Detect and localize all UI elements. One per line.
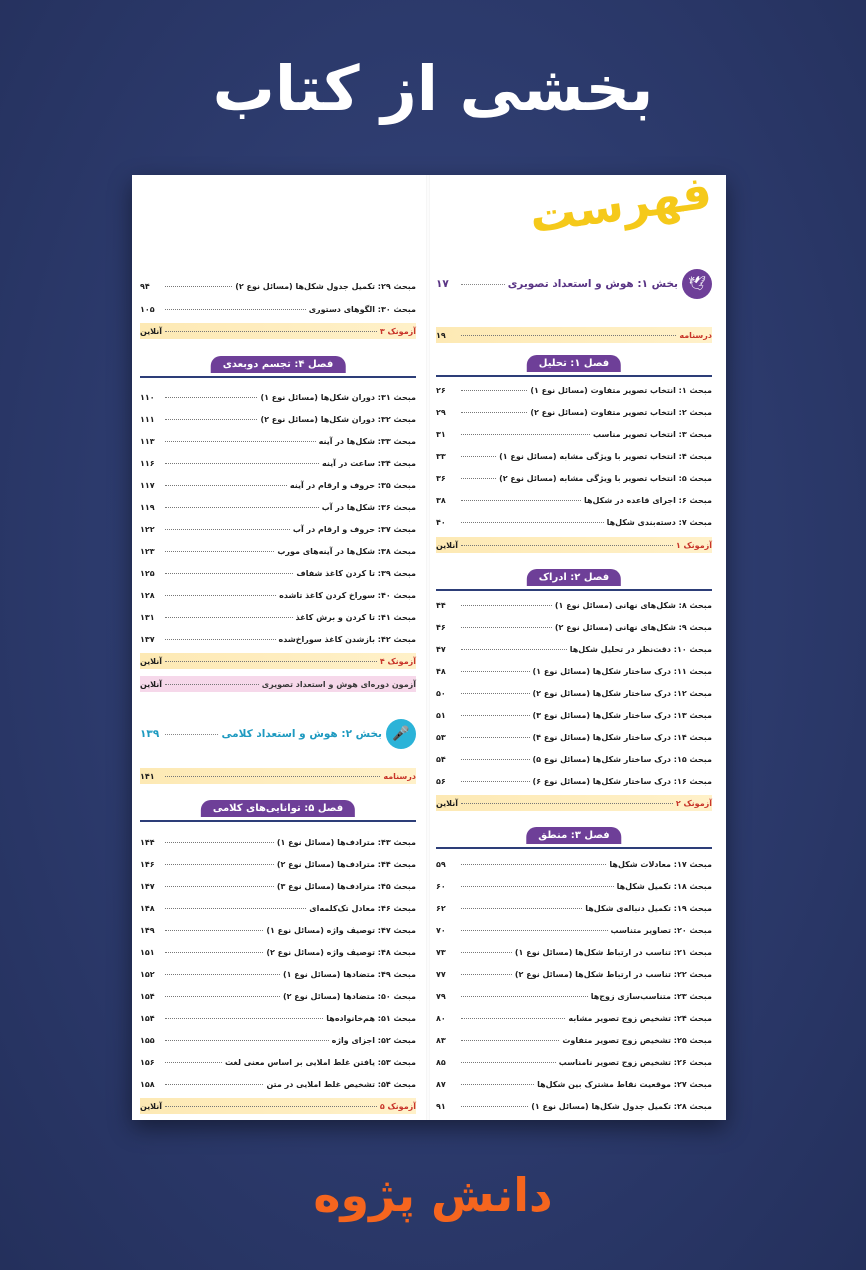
dot-leader: [165, 595, 276, 596]
entry-title: مبحث ۳۸: شکل‌ها در آینه‌های مورب: [277, 546, 416, 556]
toc-entry[interactable]: [436, 751, 712, 767]
dot-leader: [165, 331, 377, 332]
entry-page: ۴۸: [436, 666, 446, 676]
entry-page: ۳۳: [436, 451, 446, 461]
dot-leader: [461, 930, 608, 931]
entry-page: ۷۷: [436, 969, 446, 979]
toc-entry[interactable]: [140, 856, 416, 872]
entry-title: مبحث ۲۶: تشخیص زوج تصویر نامناسب: [558, 1057, 712, 1067]
toc-entry[interactable]: [140, 433, 416, 449]
toc-entry[interactable]: [140, 1054, 416, 1070]
toc-entry[interactable]: [436, 1032, 712, 1048]
dot-leader: [461, 715, 530, 716]
entry-page: ۱۵۴: [140, 991, 155, 1001]
entry-page: ۱۵۴: [140, 1013, 155, 1023]
entry-title: مبحث ۳۶: شکل‌ها در آب: [321, 502, 416, 512]
entry-page: ۱۲۳: [140, 546, 155, 556]
entry-page: ۱۲۲: [140, 524, 155, 534]
entry-title: مبحث ۳۴: ساعت در آینه: [322, 458, 416, 468]
dot-leader: [165, 617, 293, 618]
toc-entry[interactable]: [140, 988, 416, 1004]
toc-entry[interactable]: [140, 900, 416, 916]
entry-page: آنلاین: [139, 1101, 162, 1111]
entry-title: مبحث ۷: دسته‌بندی شکل‌ها: [606, 517, 712, 527]
section-page: ۱۳۹: [140, 728, 160, 740]
entry-title: آزمونک ۳: [379, 326, 416, 336]
entry-page: ۶۰: [436, 881, 446, 891]
dot-leader: [461, 335, 676, 336]
entry-title: مبحث ۴۶: معادل تک‌کلمه‌ای: [309, 903, 416, 913]
dot-leader: [461, 996, 588, 997]
dot-leader: [165, 551, 274, 552]
entry-page: ۱۵۸: [140, 1079, 155, 1089]
toc-entry[interactable]: [140, 922, 416, 938]
entry-page: ۸۰: [436, 1013, 446, 1023]
toc-entry[interactable]: [140, 587, 416, 603]
chapter-rule: [436, 375, 712, 377]
entry-page: ۱۴۶: [140, 859, 155, 869]
section-header[interactable]: [436, 270, 712, 298]
toc-entry[interactable]: [436, 1054, 712, 1070]
dot-leader: [165, 1040, 329, 1041]
toc-entry[interactable]: [436, 944, 712, 960]
entry-title: مبحث ۴۳: مترادف‌ها (مسائل نوع ۱): [276, 837, 416, 847]
entry-page: ۱۱۹: [140, 502, 155, 512]
entry-title: مبحث ۲۵: تشخیص زوج تصویر متفاوت: [562, 1035, 712, 1045]
entry-title: مبحث ۱۸: تکمیل شکل‌ها: [616, 881, 712, 891]
entry-page: ۱۵۶: [140, 1057, 155, 1067]
toc-entry[interactable]: [140, 411, 416, 427]
toc-entry[interactable]: [140, 278, 416, 294]
dot-leader: [165, 639, 276, 640]
chapter-title: فصل ۳: منطق: [526, 827, 621, 844]
entry-title: مبحث ۴۷: توصیف واژه (مسائل نوع ۱): [266, 925, 416, 935]
entry-page: ۹۴: [140, 281, 150, 291]
dot-leader: [165, 485, 287, 486]
dot-leader: [165, 776, 380, 777]
dot-leader: [165, 1062, 222, 1063]
dot-leader: [165, 661, 377, 662]
toc-entry[interactable]: [436, 404, 712, 420]
entry-title: آزمونک ۱: [675, 540, 712, 550]
chapter-header: [436, 355, 712, 377]
toc-entry[interactable]: [436, 663, 712, 679]
entry-page: ۱۲۵: [140, 568, 155, 578]
entry-page: ۸۷: [436, 1079, 446, 1089]
toc-entry[interactable]: [436, 878, 712, 894]
entry-title: آزمونک ۵: [379, 1101, 416, 1111]
toc-entry[interactable]: [140, 455, 416, 471]
entry-page: ۱۰۵: [140, 304, 155, 314]
dot-leader: [165, 1018, 323, 1019]
entry-title: مبحث ۴: انتخاب تصویر با ویژگی مشابه (مسائل نوع ۱): [499, 451, 712, 461]
toc-entry[interactable]: [140, 477, 416, 493]
dot-leader: [165, 397, 257, 398]
dot-leader: [165, 996, 280, 997]
entry-title: مبحث ۳۷: حروف و ارقام در آب: [292, 524, 416, 534]
entry-title: مبحث ۱۴: درک ساختار شکل‌ها (مسائل نوع ۴): [532, 732, 712, 742]
entry-page: ۸۵: [436, 1057, 446, 1067]
section-title: بخش ۱: هوش و استعداد تصویری: [507, 278, 678, 290]
dot-leader: [461, 693, 530, 694]
highlight-row[interactable]: [436, 537, 712, 553]
toc-entry[interactable]: [140, 609, 416, 625]
toc-entry[interactable]: [140, 389, 416, 405]
dot-leader: [165, 842, 274, 843]
entry-page: آنلاین: [139, 656, 162, 666]
entry-title: مبحث ۳۳: شکل‌ها در آینه: [318, 436, 416, 446]
dot-leader: [165, 286, 232, 287]
entry-page: ۱۵۵: [140, 1035, 155, 1045]
entry-title: مبحث ۱۱: درک ساختار شکل‌ها (مسائل نوع ۱): [532, 666, 712, 676]
entry-title: مبحث ۱۲: درک ساختار شکل‌ها (مسائل نوع ۲): [532, 688, 712, 698]
entry-page: ۱۵۱: [140, 947, 155, 957]
dot-leader: [165, 529, 290, 530]
page-title: بخشی از کتاب: [212, 52, 654, 125]
dot-leader: [165, 309, 306, 310]
entry-page: ۹۱: [436, 1101, 446, 1111]
entry-page: ۱۴۹: [140, 925, 155, 935]
entry-title: مبحث ۶: اجرای قاعده در شکل‌ها: [583, 495, 712, 505]
toc-entry[interactable]: [140, 499, 416, 515]
entry-title: مبحث ۳۱: دوران شکل‌ها (مسائل نوع ۱): [260, 392, 416, 402]
dot-leader: [165, 886, 274, 887]
dot-leader: [461, 974, 512, 975]
toc-entry[interactable]: [436, 773, 712, 789]
toc-entry[interactable]: [436, 426, 712, 442]
dot-leader: [461, 1040, 559, 1041]
toc-entry[interactable]: [436, 988, 712, 1004]
entry-page: آنلاین: [139, 326, 162, 336]
entry-title: مبحث ۴۵: مترادف‌ها (مسائل نوع ۳): [276, 881, 416, 891]
entry-page: ۱۴۸: [140, 903, 155, 913]
entry-title: مبحث ۲۹: تکمیل جدول شکل‌ها (مسائل نوع ۲): [235, 281, 416, 291]
toc-entry[interactable]: [140, 834, 416, 850]
toc-entry[interactable]: [436, 448, 712, 464]
entry-page: ۲۶: [436, 385, 446, 395]
chapter-header: [140, 356, 416, 378]
dot-leader: [461, 627, 552, 628]
dot-leader: [461, 886, 614, 887]
dot-leader: [461, 545, 673, 546]
entry-title: مبحث ۳۵: حروف و ارقام در آینه: [289, 480, 416, 490]
toc-entry[interactable]: [140, 1010, 416, 1026]
entry-title: مبحث ۲: انتخاب تصویر متفاوت (مسائل نوع ۲): [530, 407, 712, 417]
dot-leader: [461, 412, 527, 413]
bird-icon: 🕊: [682, 269, 712, 299]
entry-title: مبحث ۵۴: تشخیص غلط املایی در متن: [266, 1079, 416, 1089]
entry-page: ۳۶: [436, 473, 446, 483]
toc-entry[interactable]: [436, 470, 712, 486]
dot-leader: [461, 434, 590, 435]
chapter-rule: [436, 847, 712, 849]
entry-page: ۴۶: [436, 622, 446, 632]
entry-page: ۶۲: [436, 903, 446, 913]
contents-heading: فهرست: [526, 164, 715, 244]
dot-leader: [165, 908, 306, 909]
entry-page: ۱۱۱: [140, 414, 155, 424]
entry-page: ۱۱۰: [140, 392, 155, 402]
entry-page: آنلاین: [139, 679, 162, 689]
entry-title: مبحث ۲۴: تشخیص زوج تصویر مشابه: [568, 1013, 712, 1023]
dot-leader: [461, 605, 552, 606]
dot-leader: [461, 500, 581, 501]
entry-page: ۵۶: [436, 776, 446, 786]
dot-leader: [461, 781, 530, 782]
dot-leader: [165, 441, 316, 442]
toc-entry[interactable]: [436, 641, 712, 657]
table-of-contents-page: [132, 164, 726, 1120]
entry-title: آزمونک ۴: [379, 656, 416, 666]
entry-title: مبحث ۵۲: اجزای واژه: [331, 1035, 416, 1045]
entry-title: مبحث ۱۰: دقت‌نظر در تحلیل شکل‌ها: [569, 644, 712, 654]
toc-entry[interactable]: [436, 707, 712, 723]
chapter-title: فصل ۴: تجسم دوبعدی: [211, 356, 346, 373]
highlight-row[interactable]: [140, 653, 416, 669]
entry-page: آنلاین: [435, 540, 458, 550]
entry-title: مبحث ۱۹: تکمیل دنباله‌ی شکل‌ها: [585, 903, 712, 913]
dot-leader: [461, 390, 527, 391]
entry-page: ۱۴۱: [140, 771, 155, 781]
entry-title: مبحث ۱۳: درک ساختار شکل‌ها (مسائل نوع ۳): [532, 710, 712, 720]
dot-leader: [461, 649, 567, 650]
entry-page: ۸۳: [436, 1035, 446, 1045]
dot-leader: [165, 864, 274, 865]
entry-page: ۱۴۴: [140, 837, 155, 847]
chapter-title: فصل ۱: تحلیل: [527, 355, 621, 372]
entry-title: مبحث ۱: انتخاب تصویر متفاوت (مسائل نوع ۱): [530, 385, 712, 395]
entry-title: مبحث ۲۳: متناسب‌سازی زوج‌ها: [590, 991, 712, 1001]
entry-page: ۱۳۱: [140, 612, 155, 622]
chapter-header: [436, 569, 712, 591]
toc-entry[interactable]: [436, 597, 712, 613]
dot-leader: [461, 284, 505, 285]
toc-entry[interactable]: [436, 514, 712, 530]
entry-page: ۵۳: [436, 732, 446, 742]
entry-title: مبحث ۳۹: تا کردن کاغذ شفاف: [296, 568, 416, 578]
chapter-header: [140, 800, 416, 822]
toc-entry[interactable]: [436, 729, 712, 745]
entry-page: ۴۰: [436, 517, 446, 527]
dot-leader: [165, 1106, 377, 1107]
dot-leader: [461, 864, 606, 865]
dot-leader: [165, 974, 280, 975]
chapter-rule: [140, 820, 416, 822]
highlight-row[interactable]: [140, 323, 416, 339]
entry-page: ۲۹: [436, 407, 446, 417]
highlight-row[interactable]: [436, 327, 712, 343]
entry-page: ۷۹: [436, 991, 446, 1001]
entry-title: مبحث ۵۰: متضادها (مسائل نوع ۲): [282, 991, 416, 1001]
toc-entry[interactable]: [140, 1032, 416, 1048]
toc-entry[interactable]: [436, 856, 712, 872]
entry-page: ۱۹: [436, 330, 446, 340]
entry-title: مبحث ۳۰: الگوهای دستوری: [308, 304, 416, 314]
entry-title: مبحث ۲۷: موقعیت نقاط مشترک بین شکل‌ها: [537, 1079, 712, 1089]
microphone-icon: 🎤: [386, 719, 416, 749]
dot-leader: [165, 1084, 263, 1085]
entry-title: مبحث ۳: انتخاب تصویر مناسب: [593, 429, 712, 439]
toc-entry[interactable]: [140, 301, 416, 317]
dot-leader: [461, 803, 673, 804]
entry-page: ۵۱: [436, 710, 446, 720]
entry-page: ۵۰: [436, 688, 446, 698]
toc-entry[interactable]: [436, 1010, 712, 1026]
toc-entry[interactable]: [436, 1098, 712, 1114]
entry-title: مبحث ۵: انتخاب تصویر با ویژگی مشابه (مسائل نوع ۲): [499, 473, 712, 483]
section-title: بخش ۲: هوش و استعداد کلامی: [221, 728, 382, 740]
entry-title: مبحث ۱۶: درک ساختار شکل‌ها (مسائل نوع ۶): [532, 776, 712, 786]
dot-leader: [461, 952, 512, 953]
entry-page: ۱۲۸: [140, 590, 155, 600]
entry-title: مبحث ۲۸: تکمیل جدول شکل‌ها (مسائل نوع ۱): [531, 1101, 712, 1111]
toc-entry[interactable]: [140, 1076, 416, 1092]
toc-entry[interactable]: [140, 543, 416, 559]
dot-leader: [461, 456, 496, 457]
dot-leader: [461, 737, 530, 738]
dot-leader: [165, 952, 263, 953]
entry-title: آزمونک ۲: [675, 798, 712, 808]
entry-page: آنلاین: [435, 798, 458, 808]
dot-leader: [165, 734, 218, 735]
entry-page: ۱۴۷: [140, 881, 155, 891]
dot-leader: [461, 759, 530, 760]
dot-leader: [461, 1062, 556, 1063]
entry-title: مبحث ۴۱: تا کردن و برش کاغذ: [295, 612, 416, 622]
dot-leader: [461, 478, 496, 479]
toc-entry[interactable]: [436, 619, 712, 635]
entry-page: ۴۷: [436, 644, 446, 654]
section-page: ۱۷: [436, 278, 449, 290]
entry-title: درسنامه: [679, 330, 712, 340]
brand-logo: دانش پژوه: [313, 1168, 553, 1222]
dot-leader: [461, 1084, 534, 1085]
entry-title: مبحث ۱۵: درک ساختار شکل‌ها (مسائل نوع ۵): [532, 754, 712, 764]
entry-title: مبحث ۲۰: تصاویر متناسب: [610, 925, 712, 935]
entry-page: ۳۸: [436, 495, 446, 505]
toc-entry[interactable]: [140, 878, 416, 894]
highlight-row[interactable]: [436, 795, 712, 811]
entry-page: ۵۴: [436, 754, 446, 764]
chapter-header: [436, 827, 712, 849]
entry-title: مبحث ۲۱: تناسب در ارتباط شکل‌ها (مسائل نوع ۱): [514, 947, 712, 957]
toc-entry[interactable]: [140, 631, 416, 647]
toc-entry[interactable]: [436, 900, 712, 916]
dot-leader: [165, 419, 257, 420]
entry-page: ۵۹: [436, 859, 446, 869]
entry-page: ۱۱۳: [140, 436, 155, 446]
dot-leader: [165, 930, 263, 931]
entry-title: مبحث ۵۳: یافتن غلط املایی بر اساس معنی لغت: [224, 1057, 416, 1067]
entry-page: ۱۱۷: [140, 480, 155, 490]
entry-title: مبحث ۴۴: مترادف‌ها (مسائل نوع ۲): [276, 859, 416, 869]
entry-page: ۱۳۷: [140, 634, 155, 644]
entry-page: ۳۱: [436, 429, 446, 439]
entry-title: مبحث ۲۲: تناسب در ارتباط شکل‌ها (مسائل نوع ۲): [514, 969, 712, 979]
dot-leader: [165, 507, 319, 508]
toc-entry[interactable]: [436, 382, 712, 398]
dot-leader: [461, 522, 604, 523]
entry-title: مبحث ۹: شکل‌های نهانی (مسائل نوع ۲): [554, 622, 712, 632]
entry-title: درسنامه: [383, 771, 416, 781]
toc-entry[interactable]: [436, 492, 712, 508]
entry-title: مبحث ۴۲: بازشدن کاغذ سوراخ‌شده: [278, 634, 416, 644]
section-header[interactable]: [140, 720, 416, 748]
entry-page: ۱۱۶: [140, 458, 155, 468]
entry-page: ۴۴: [436, 600, 446, 610]
entry-title: مبحث ۴۸: توصیف واژه (مسائل نوع ۲): [266, 947, 416, 957]
dot-leader: [461, 1106, 528, 1107]
entry-title: مبحث ۱۷: معادلات شکل‌ها: [609, 859, 712, 869]
highlight-row[interactable]: [140, 768, 416, 784]
toc-entry[interactable]: [436, 1076, 712, 1092]
dot-leader: [165, 684, 259, 685]
toc-entry[interactable]: [140, 565, 416, 581]
dot-leader: [165, 573, 293, 574]
chapter-rule: [140, 376, 416, 378]
entry-page: ۷۰: [436, 925, 446, 935]
toc-entry[interactable]: [140, 966, 416, 982]
dot-leader: [461, 671, 530, 672]
dot-leader: [461, 1018, 565, 1019]
entry-title: مبحث ۳۲: دوران شکل‌ها (مسائل نوع ۲): [260, 414, 416, 424]
entry-title: مبحث ۵۱: هم‌خانواده‌ها: [326, 1013, 416, 1023]
highlight-row[interactable]: [140, 676, 416, 692]
chapter-rule: [436, 589, 712, 591]
dot-leader: [461, 908, 582, 909]
highlight-row[interactable]: [140, 1098, 416, 1114]
entry-page: ۱۵۲: [140, 969, 155, 979]
entry-title: مبحث ۴۹: متضادها (مسائل نوع ۱): [282, 969, 416, 979]
chapter-title: فصل ۲: ادراک: [527, 569, 621, 586]
entry-page: ۷۳: [436, 947, 446, 957]
entry-title: مبحث ۴۰: سوراخ کردن کاغذ تاشده: [279, 590, 416, 600]
toc-entry[interactable]: [436, 966, 712, 982]
toc-entry[interactable]: [436, 922, 712, 938]
chapter-title: فصل ۵: توانایی‌های کلامی: [201, 800, 355, 817]
toc-entry[interactable]: [140, 521, 416, 537]
toc-entry[interactable]: [140, 944, 416, 960]
dot-leader: [165, 463, 319, 464]
entry-title: آزمون دوره‌ای هوش و استعداد تصویری: [261, 679, 416, 689]
toc-entry[interactable]: [436, 685, 712, 701]
entry-title: مبحث ۸: شکل‌های نهانی (مسائل نوع ۱): [554, 600, 712, 610]
